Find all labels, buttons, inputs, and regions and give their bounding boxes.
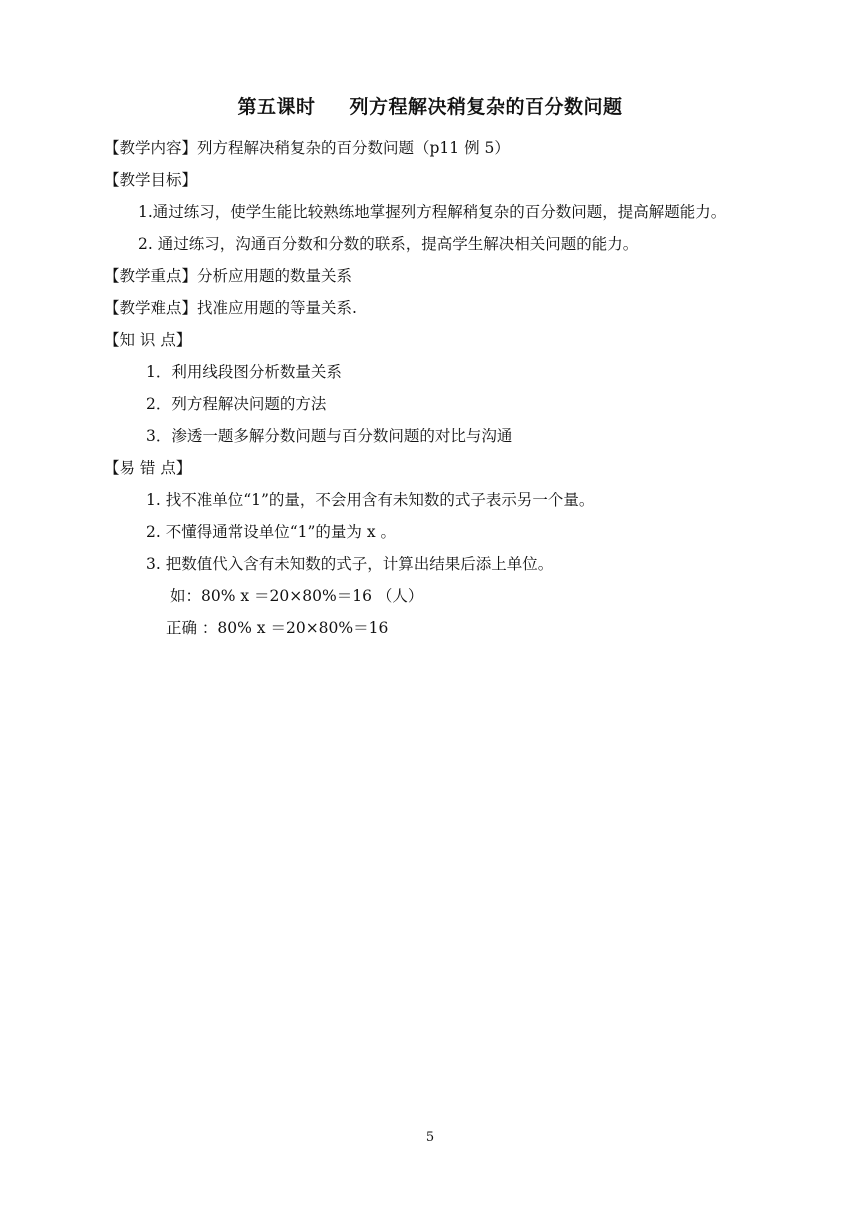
example-wrong: 如：80% x ＝20×80%＝16 （人） <box>170 587 424 605</box>
lesson-number: 第五课时 <box>237 96 316 118</box>
teaching-focus: 【教学重点】分析应用题的数量关系 <box>104 267 353 285</box>
common-error-2: 2. 不懂得通常设单位“1”的量为 x 。 <box>146 523 397 541</box>
teaching-difficulty: 【教学难点】找准应用题的等量关系. <box>104 299 357 317</box>
teaching-goal-1: 1.通过练习，使学生能比较熟练地掌握列方程解稍复杂的百分数问题，提高解题能力。 <box>138 203 727 221</box>
common-error-1: 1. 找不准单位“1”的量，不会用含有未知数的式子表示另一个量。 <box>146 491 595 509</box>
knowledge-point-1: 1．利用线段图分析数量关系 <box>146 363 342 381</box>
common-errors-heading: 【易 错 点】 <box>104 459 192 477</box>
knowledge-point-3: 3．渗透一题多解分数问题与百分数问题的对比与沟通 <box>146 427 513 445</box>
lesson-title <box>0 92 860 119</box>
teaching-goal-2: 2. 通过练习，沟通百分数和分数的联系，提高学生解决相关问题的能力。 <box>138 235 639 253</box>
common-error-3: 3. 把数值代入含有未知数的式子，计算出结果后添上单位。 <box>146 555 554 573</box>
knowledge-point-2: 2．列方程解决问题的方法 <box>146 395 327 413</box>
knowledge-points-heading: 【知 识 点】 <box>104 331 192 349</box>
page-number: 5 <box>425 1130 435 1145</box>
teaching-goals-heading: 【教学目标】 <box>104 171 198 189</box>
teaching-content: 【教学内容】列方程解决稍复杂的百分数问题（p11 例 5） <box>104 139 510 157</box>
example-correct: 正确 ：80% x ＝20×80%＝16 <box>166 619 389 637</box>
lesson-topic: 列方程解决稍复杂的百分数问题 <box>349 96 623 118</box>
